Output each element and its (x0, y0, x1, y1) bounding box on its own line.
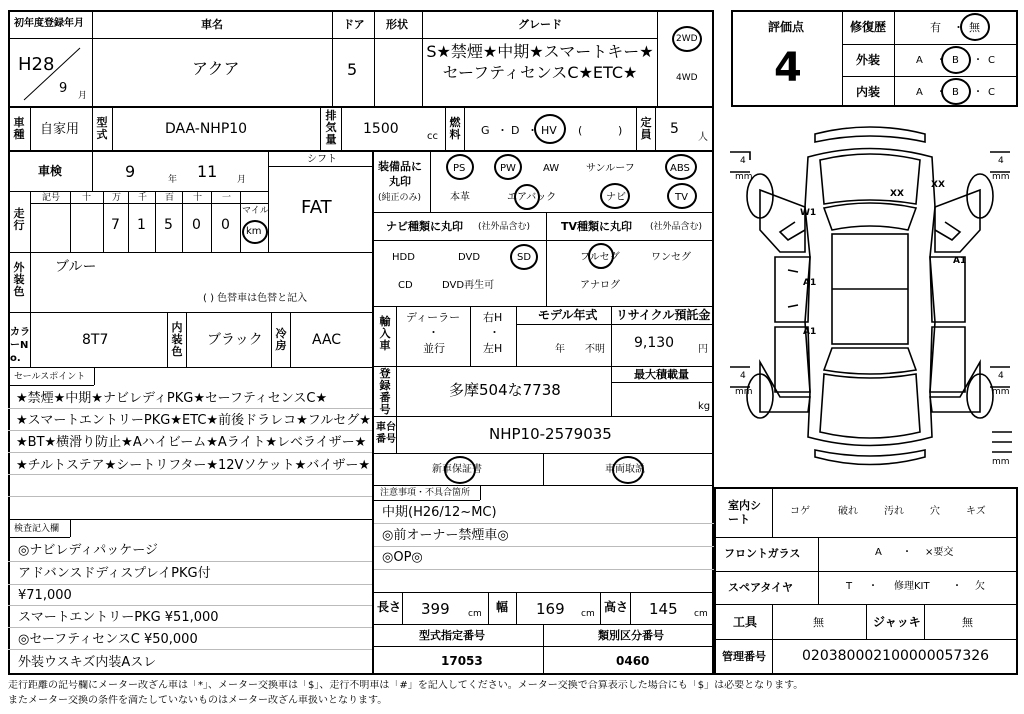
inspection-month-unit: 月 (237, 175, 247, 185)
tire-fl-unit: mm (735, 172, 753, 182)
warranty-new: 新車保証書 (432, 464, 482, 475)
model-year-label: モデル年式 (538, 308, 598, 322)
grade-label: グレード (518, 18, 562, 31)
mileage-sign-label: 記号 (42, 193, 61, 203)
mileage-digit-2: 1 (137, 217, 146, 233)
max-load-label: 最大積載量 (634, 368, 689, 381)
model-year-unit: 年 (555, 344, 565, 355)
tv-analog: アナログ (580, 280, 620, 291)
mileage-unit-4: 十 (193, 193, 203, 203)
mileage-unit-3: 百 (165, 193, 175, 203)
mileage-unit-1: 万 (112, 193, 122, 203)
inspection-month: 11 (197, 162, 218, 181)
inspection-year: 9 (125, 162, 136, 181)
footer-line-1: 走行距離の記号欄にメーター改ざん車は「*」、メーター交換車は「$」、走行不明車は「#」を記入してください。メーター交換で合算表示した場合にも「$」は必要となります。 (8, 680, 804, 691)
car-name-value: アクア (192, 59, 240, 78)
ext-color-value: ブルー (55, 259, 97, 275)
ext-color-label: 外装色 (13, 261, 25, 298)
length-label: 長さ (377, 600, 402, 614)
reg-month-unit: 月 (78, 91, 88, 101)
mileage-digit-4: 0 (192, 217, 201, 233)
displacement-value: 1500 (363, 121, 399, 137)
class-value: 0460 (616, 654, 650, 668)
inspection-label: 車検 (38, 164, 63, 178)
damage-mark-5: A1 (803, 327, 817, 337)
spare-label: スペアタイヤ (728, 581, 794, 594)
repair-no: 無 (969, 21, 980, 34)
ac-value: AAC (312, 332, 342, 348)
damage-mark-1: XX (931, 180, 945, 190)
color-no-value: 8T7 (82, 332, 109, 348)
car-damage-diagram (720, 112, 1020, 482)
equip-leather: 本革 (450, 192, 470, 203)
plate-label: 登録番号 (379, 367, 391, 416)
drive-2wd: 2WD (676, 34, 698, 44)
import-right: 右H (483, 311, 503, 324)
chassis-value: NHP10-2579035 (489, 425, 612, 443)
windshield-label: フロントガラス (724, 547, 801, 560)
tv-types-label: TV種類に丸印 (561, 220, 633, 233)
seat-yogore: 汚れ (884, 506, 904, 517)
mileage-digit-3: 5 (164, 217, 173, 233)
fuel-d: D (511, 124, 520, 137)
reg-month: 9 (59, 81, 68, 96)
sales-point-line-2: ★BT★横滑り防止★Aハイビーム★Aライト★レベライザー★ (16, 435, 367, 450)
inspection-entry-line-3: スマートエントリーPKG ¥51,000 (18, 610, 219, 625)
reg-era-year: H28 (18, 54, 55, 75)
color-no-label: カラーNo. (10, 327, 30, 364)
import-dot-2: ・ (489, 326, 500, 339)
tv-types-note: (社外品含む) (650, 222, 703, 232)
sales-point-line-3: ★チルトステア★シートリフター★12Vソケット★バイザー★ (16, 458, 370, 473)
equip-ps: PS (453, 163, 466, 174)
tire-fl-value: 4 (740, 156, 746, 166)
seat-label: 室内シート (728, 499, 761, 526)
windshield-dot: ・ (902, 547, 912, 558)
repair-dot: ・ (953, 21, 964, 34)
plate-value: 多摩504な7738 (449, 381, 561, 399)
ac-label: 冷房 (275, 327, 287, 352)
navi-dvd: DVD (458, 252, 481, 263)
mileage-unit-2: 千 (138, 193, 148, 203)
capacity-value: 5 (670, 121, 679, 137)
exterior-label: 外装 (856, 53, 881, 67)
repair-yes: 有 (930, 21, 941, 34)
recycle-value: 9,130 (634, 335, 675, 351)
notes-line-2: ◎OP◎ (382, 550, 423, 565)
damage-mark-2: W1 (800, 208, 817, 218)
height-label: 高さ (604, 600, 629, 614)
capacity-label: 定員 (640, 116, 652, 141)
mgmt-value: 020380002100000057326 (802, 648, 990, 664)
spare-dot-1: ・ (868, 581, 878, 592)
seat-ana: 穴 (930, 506, 940, 517)
fuel-dot-1: ・ (497, 124, 508, 137)
navi-dvd-play: DVD再生可 (442, 280, 495, 291)
mileage-unit-0: 十 (82, 193, 92, 203)
equip-sunroof: サンルーフ (586, 163, 635, 174)
shift-label: シフト (307, 154, 337, 165)
fuel-paren-open: ( (578, 124, 583, 137)
import-left: 左H (483, 342, 503, 355)
interior-b: B (952, 87, 959, 98)
type-no-value: 17053 (441, 654, 483, 668)
sales-point-line-0: ★禁煙★中期★ナビレディPKG★セーフティセンスC★ (16, 391, 328, 406)
import-parallel: 並行 (423, 342, 445, 355)
jack-value: 無 (962, 616, 973, 629)
inspection-entry-line-4: ◎セーフティセンスC ¥50,000 (18, 632, 198, 647)
mileage-unit-5: 一 (222, 193, 232, 203)
equip-navi: ナビ (606, 192, 626, 203)
footer-line-2: またメーター交換の条件を満たしていないものはメーター改ざん車扱いとなります。 (8, 695, 388, 706)
model-label: 型式 (96, 116, 108, 141)
seat-koge: コゲ (790, 506, 810, 517)
exterior-a: A (916, 55, 923, 66)
tools-value: 無 (813, 616, 824, 629)
warranty-manual: 車両取説 (605, 464, 645, 475)
fuel-paren-close: ) (618, 124, 623, 137)
inspection-entry-label: 検査記入欄 (14, 524, 60, 534)
damage-mark-0: XX (890, 189, 904, 199)
notes-line-1: ◎前オーナー禁煙車◎ (382, 528, 509, 543)
mileage-digit-5: 0 (221, 217, 230, 233)
navi-types-note: (社外品含む) (478, 222, 531, 232)
navi-types-label: ナビ種類に丸印 (386, 220, 463, 233)
navi-hdd: HDD (392, 252, 415, 263)
tire-rr-unit: mm (992, 387, 1010, 397)
spare-none: 欠 (975, 581, 985, 592)
tire-fr-unit: mm (992, 172, 1010, 182)
width-unit: cm (581, 609, 595, 619)
interior-c: C (988, 87, 995, 98)
displacement-label: 排気量 (325, 109, 337, 146)
tv-oneseg: ワンセグ (651, 252, 691, 263)
mileage-digit-1: 7 (111, 217, 120, 233)
navi-sd: SD (517, 252, 532, 263)
drive-4wd: 4WD (676, 73, 698, 83)
tire-rl-unit: mm (735, 387, 753, 397)
spare-kit: 修理KIT (894, 581, 930, 592)
grade-value: S★禁煙★中期★スマートキー★セーフティセンスC★ETC★ (426, 42, 654, 82)
equip-pw: PW (500, 163, 516, 174)
tire-rl-value: 4 (740, 371, 746, 381)
reg-label: 初年度登録年月 (14, 18, 84, 29)
rating-label: 評価点 (768, 20, 805, 34)
interior-label: 内装 (856, 85, 881, 99)
length-unit: cm (468, 609, 482, 619)
exterior-dot-2: ・ (973, 55, 983, 66)
model-year-unknown: 不明 (585, 344, 605, 355)
import-label: 輸入車 (379, 315, 391, 352)
interior-dot-2: ・ (973, 87, 983, 98)
doors-label: ドア (343, 18, 365, 31)
seat-yabure: 破れ (838, 506, 858, 517)
mgmt-label: 管理番号 (722, 650, 766, 663)
repair-label: 修復歴 (850, 20, 887, 34)
width-label: 幅 (496, 600, 509, 614)
height-value: 145 (649, 600, 678, 618)
class-label: 類別区分番号 (598, 629, 664, 642)
shift-value: FAT (301, 197, 332, 218)
height-unit: cm (694, 609, 708, 619)
exterior-c: C (988, 55, 995, 66)
damage-mark-3: A1 (953, 256, 967, 266)
mileage-unit-value: km (246, 226, 262, 237)
fuel-label: 燃料 (449, 116, 461, 141)
windshield-replace: ×要交 (925, 547, 954, 558)
fuel-g: G (481, 124, 490, 137)
vehicle-value: 自家用 (40, 122, 80, 137)
import-dot: ・ (428, 326, 439, 339)
inspection-year-unit: 年 (168, 175, 178, 185)
tire-rr-value: 4 (998, 371, 1004, 381)
displacement-unit: cc (427, 131, 438, 142)
spare-ruler-unit: mm (992, 457, 1010, 467)
capacity-unit: 人 (698, 132, 708, 143)
model-value: DAA-NHP10 (165, 121, 248, 137)
notes-line-0: 中期(H26/12~MC) (382, 505, 497, 520)
vehicle-label: 車種 (13, 116, 25, 141)
equip-tv: TV (675, 192, 688, 203)
equip-abs: ABS (670, 163, 690, 174)
chassis-label: 車台番号 (376, 422, 396, 445)
navi-cd: CD (398, 280, 413, 291)
recycle-label: リサイクル預託金 (616, 308, 711, 322)
car-name-label: 車名 (201, 18, 223, 31)
spare-t: T (846, 581, 853, 592)
int-color-value: ブラック (207, 332, 263, 348)
damage-mark-4: A1 (803, 278, 817, 288)
spare-dot-2: ・ (952, 581, 962, 592)
equip-airbag: エアバック (507, 192, 557, 203)
max-load-unit: kg (698, 401, 711, 412)
type-no-label: 型式指定番号 (419, 629, 485, 642)
exterior-dot-1: ・ (936, 55, 946, 66)
shape-label: 形状 (386, 18, 408, 31)
int-color-label: 内装色 (171, 321, 183, 358)
tv-fullseg: フルセグ (580, 252, 620, 263)
inspection-entry-line-1: アドバンスドディスプレイPKG付 (18, 566, 211, 581)
width-value: 169 (536, 600, 565, 618)
mileage-label: 走行 (13, 207, 25, 232)
equipment-label-3: (純正のみ) (378, 193, 422, 203)
import-dealer: ディーラー (406, 311, 461, 324)
sales-point-line-1: ★スマートエントリーPKG★ETC★前後ドラレコ★フルセグ★ (16, 413, 371, 428)
tools-label: 工具 (733, 615, 758, 629)
windshield-a: A (875, 547, 882, 558)
jack-label: ジャッキ (873, 615, 921, 629)
inspection-entry-line-2: ¥71,000 (18, 588, 72, 603)
sales-point-label: セールスポイント (14, 372, 86, 382)
ext-color-note: ( ) 色替車は色替と記入 (203, 293, 308, 304)
tire-fr-value: 4 (998, 156, 1004, 166)
fuel-hv: HV (541, 124, 557, 137)
rating-value: 4 (774, 45, 802, 91)
length-value: 399 (421, 600, 450, 618)
recycle-unit: 円 (698, 344, 708, 355)
notes-label: 注意事項・不具合箇所 (380, 488, 471, 498)
doors-value: 5 (347, 60, 358, 79)
equipment-label-1: 装備品に (378, 160, 422, 173)
exterior-b: B (952, 55, 959, 66)
fuel-dot-2: ・ (527, 124, 538, 137)
equip-aw: AW (543, 163, 560, 174)
equipment-label-2: 丸印 (389, 175, 411, 188)
interior-a: A (916, 87, 923, 98)
inspection-entry-line-5: 外装ウスキズ内装Aスレ (18, 655, 157, 670)
inspection-entry-line-0: ◎ナビレディパッケージ (18, 543, 159, 558)
mileage-unit-label: マイル (242, 206, 269, 216)
interior-dot-1: ・ (936, 87, 946, 98)
seat-kizu: キズ (966, 506, 986, 517)
